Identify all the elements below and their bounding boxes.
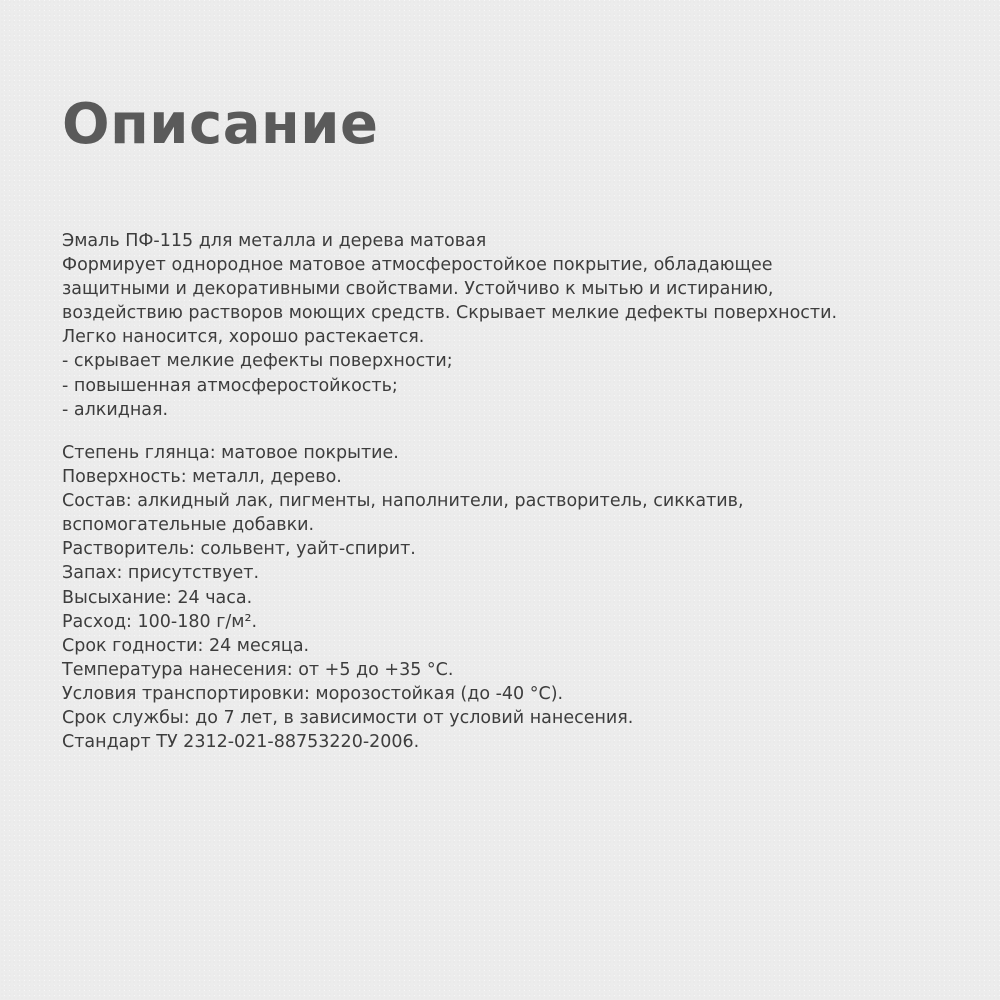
feature-list-item: - повышенная атмосферостойкость; [62, 375, 398, 396]
spec-shelf-life: Срок годности: 24 месяца. [62, 635, 310, 656]
specifications-block [62, 441, 982, 754]
feature-list-item: - алкидная. [62, 399, 169, 420]
description-block [62, 229, 982, 422]
spec-solvent: Растворитель: сольвент, уайт-спирит. [62, 539, 416, 560]
spec-consumption: Расход: 100-180 г/м². [62, 611, 258, 632]
description-line: воздействию растворов моющих средств. Скрывает мелкие дефекты поверхности. [62, 303, 838, 324]
description-line: Формирует однородное матовое атмосферостойкое покрытие, обладающее [62, 255, 773, 276]
spec-odor: Запах: присутствует. [62, 563, 260, 584]
description-line-product-name: Эмаль ПФ-115 для металла и дерева матовая [62, 231, 487, 251]
spec-transport-conditions: Условия транспортировки: морозостойкая (до -40 °С). [62, 683, 564, 704]
page-title: Описание [62, 92, 379, 157]
description-line: защитными и декоративными свойствами. Устойчиво к мытью и истиранию, [62, 279, 774, 300]
spec-standard: Стандарт ТУ 2312-021-88753220-2006. [62, 732, 420, 753]
spec-composition-continued: вспомогательные добавки. [62, 515, 315, 536]
spec-surface: Поверхность: металл, дерево. [62, 467, 342, 488]
spec-drying-time: Высыхание: 24 часа. [62, 587, 253, 608]
description-line: Легко наносится, хорошо растекается. [62, 327, 425, 348]
spec-service-life: Срок службы: до 7 лет, в зависимости от условий нанесения. [62, 708, 634, 729]
spec-gloss: Степень глянца: матовое покрытие. [62, 443, 399, 463]
spec-application-temperature: Температура нанесения: от +5 до +35 °С. [62, 659, 454, 680]
spec-composition: Состав: алкидный лак, пигменты, наполнители, растворитель, сиккатив, [62, 491, 744, 512]
feature-list-item: - скрывает мелкие дефекты поверхности; [62, 351, 453, 372]
